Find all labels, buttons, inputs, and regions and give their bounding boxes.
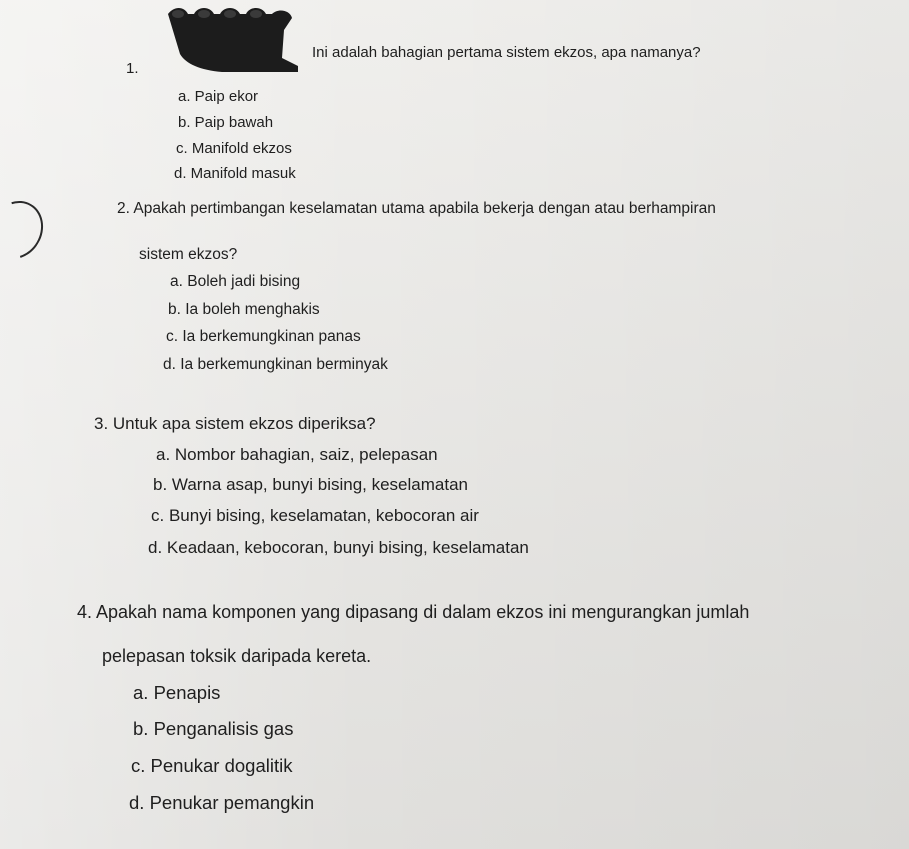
question-1-option-b: b. Paip bawah [178, 114, 274, 131]
question-3-option-c: c. Bunyi bising, keselamatan, kebocoran air [151, 506, 479, 525]
question-1-option-c: c. Manifold ekzos [176, 140, 292, 157]
question-4-text-line2: pelepasan toksik daripada kereta. [102, 646, 372, 666]
question-3-option-d: d. Keadaan, kebocoran, bunyi bising, keselamatan [148, 538, 529, 557]
question-1-option-a: a. Paip ekor [178, 88, 259, 105]
binder-ring-mark [0, 191, 54, 269]
question-4-option-c: c. Penukar dogalitik [131, 755, 293, 776]
question-2-option-a: a. Boleh jadi bising [170, 273, 301, 290]
question-2-option-c: c. Ia berkemungkinan panas [166, 328, 361, 345]
question-3-text: 3. Untuk apa sistem ekzos diperiksa? [94, 414, 376, 433]
question-4-text-line1: 4. Apakah nama komponen yang dipasang di dalam ekzos ini mengurangkan jumlah [77, 602, 750, 622]
question-4-option-b: b. Penganalisis gas [133, 718, 294, 739]
question-1-number: 1. [126, 60, 139, 77]
question-2-text-line2: sistem ekzos? [139, 246, 238, 263]
question-4-option-d: d. Penukar pemangkin [129, 792, 315, 813]
question-4-option-a: a. Penapis [133, 682, 221, 703]
exhaust-manifold-icon [160, 4, 300, 72]
question-1-text: Ini adalah bahagian pertama sistem ekzos, apa namanya? [312, 44, 701, 61]
question-3-option-b: b. Warna asap, bunyi bising, keselamatan [153, 475, 468, 494]
question-1-option-d: d. Manifold masuk [174, 165, 296, 182]
question-2-text-line1: 2. Apakah pertimbangan keselamatan utama apabila bekerja dengan atau berhampiran [117, 200, 716, 217]
question-2-option-b: b. Ia boleh menghakis [168, 301, 320, 318]
question-3-option-a: a. Nombor bahagian, saiz, pelepasan [156, 445, 438, 464]
question-2-option-d: d. Ia berkemungkinan berminyak [163, 356, 388, 373]
